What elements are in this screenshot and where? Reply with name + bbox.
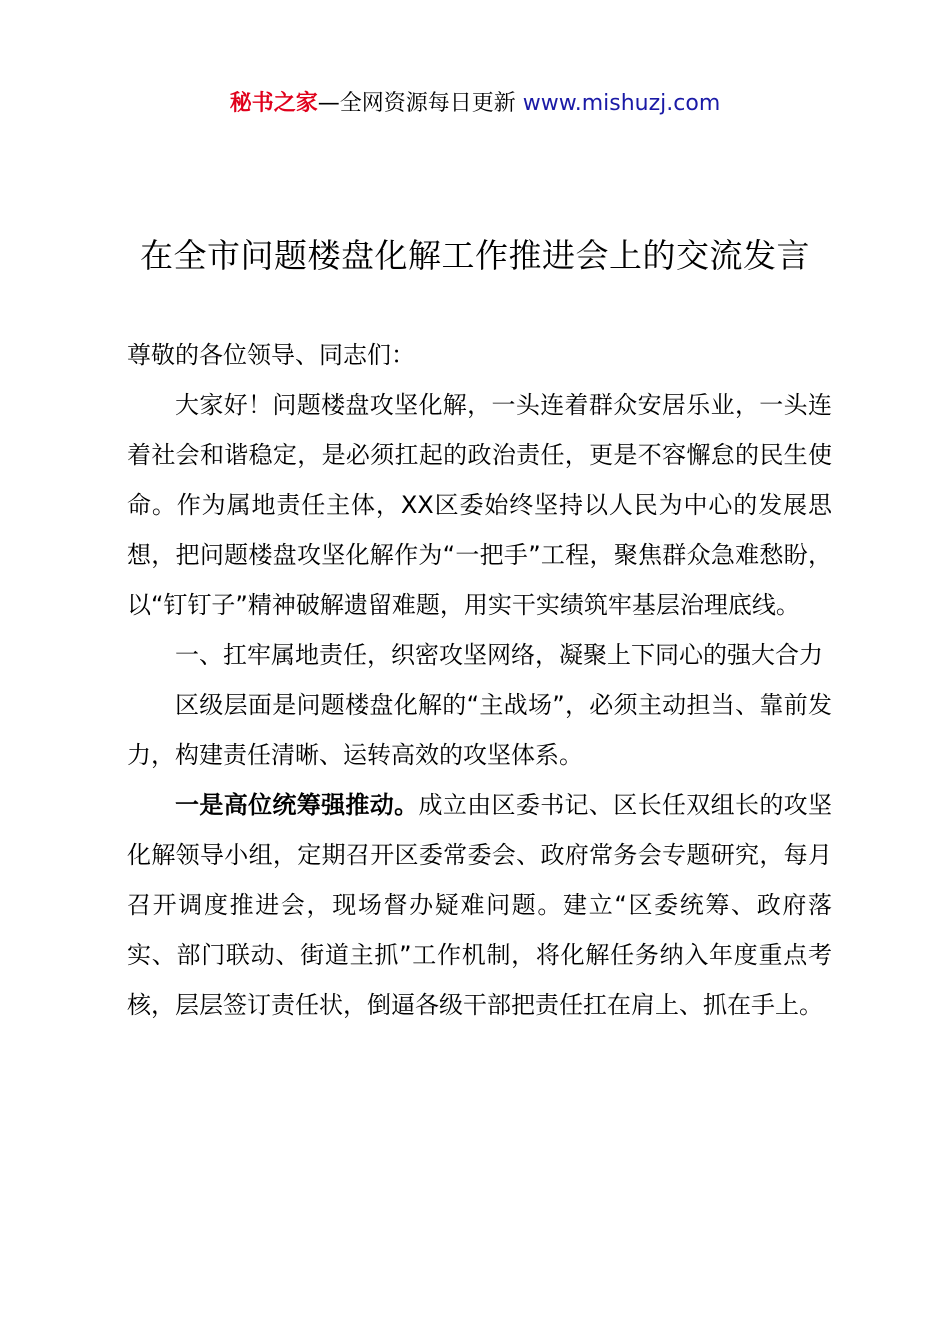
point-1-body: 成立由区委书记、区长任双组长的攻坚化解领导小组，定期召开区委常委会、政府常务会专题研究，每月召开调度推进会，现场督办疑难问题。建立“区委统筹、政府落实、部门联动、街道主抓”工作机制，将化解任务纳入年度重点考核，层层签订责任状，倒逼各级干部把责任扛在肩上、抓在手上。 — [127, 791, 833, 1019]
site-url-link[interactable]: www.mishuzj.com — [522, 91, 721, 116]
document-title: 在全市问题楼盘化解工作推进会上的交流发言 — [140, 236, 810, 275]
section-heading-1: 一、扛牢属地责任，织密攻坚网络，凝聚上下同心的强大合力 — [175, 641, 823, 669]
site-brand: 秘书之家 — [229, 91, 318, 116]
point-1-lead: 一是高位统筹强推动。 — [175, 791, 419, 819]
document-body — [127, 330, 832, 1030]
intro-paragraph: 大家好！问题楼盘攻坚化解，一头连着群众安居乐业，一头连着社会和谐稳定，是必须扛起的政治责任，更是不容懈怠的民生使命。作为属地责任主体，XX区委始终坚持以人民为中心的发展思想，把问题楼盘攻坚化解作为“一把手”工程，聚焦群众急难愁盼，以“钉钉子”精神破解遗留难题，用实干实绩筑牢基层治理底线。 — [127, 391, 832, 619]
salutation: 尊敬的各位领导、同志们： — [127, 341, 415, 369]
point-1-paragraph — [127, 780, 832, 1030]
site-tagline: —全网资源每日更新 — [317, 91, 523, 116]
section-1-paragraph: 区级层面是问题楼盘化解的“主战场”，必须主动担当、靠前发力，构建责任清晰、运转高效的攻坚体系。 — [127, 691, 832, 769]
site-header — [0, 86, 950, 122]
